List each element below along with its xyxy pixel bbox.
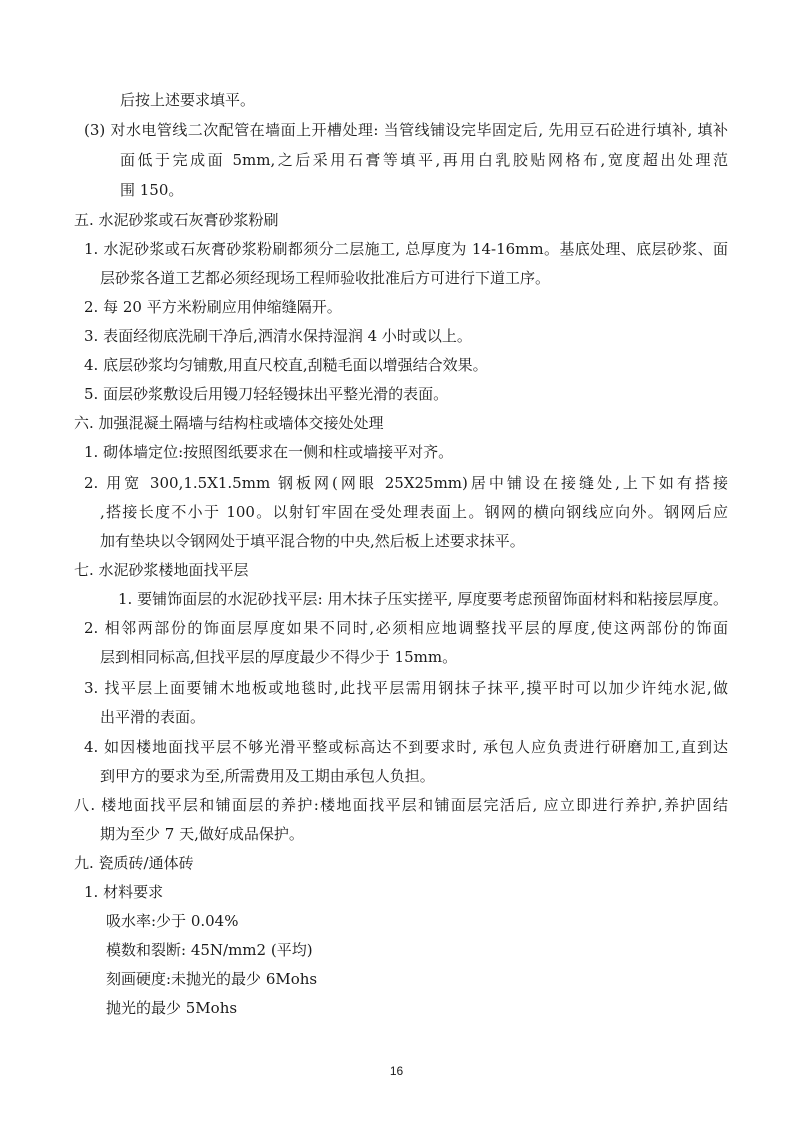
text-line: 1. 材料要求: [84, 883, 164, 901]
text-line: 1. 砌体墙定位:按照图纸要求在一侧和柱或墙接平对齐。: [84, 443, 454, 461]
text-line: 层砂浆各道工艺都必须经现场工程师验收批准后方可进行下道工序。: [100, 269, 551, 287]
text-line: 到甲方的要求为至,所需费用及工期由承包人负担。: [100, 767, 435, 785]
text-line: 面低于完成面 5mm,之后采用石膏等填平,再用白乳胶贴网格布,宽度超出处理范: [120, 151, 728, 169]
text-line: 层到相同标高,但找平层的厚度最少不得少于 15mm。: [100, 648, 458, 666]
text-line: 围 150。: [120, 181, 184, 199]
text-line: ,搭接长度不小于 100。以射钉牢固在受处理表面上。钢网的横向钢线应向外。钢网后应: [100, 503, 728, 521]
text-line: 加有垫块以令钢网处于填平混合物的中央,然后板上述要求抹平。: [100, 532, 525, 550]
text-line: 抛光的最少 5Mohs: [106, 999, 238, 1017]
text-line: 2. 每 20 平方米粉刷应用伸缩缝隔开。: [84, 298, 342, 316]
text-line: 1. 要铺饰面层的水泥砂找平层: 用木抹子压实搓平, 厚度要考虑预留饰面材料和粘接层厚度。: [118, 590, 728, 608]
section-heading: 七. 水泥砂浆楼地面找平层: [74, 561, 249, 579]
text-line: 模数和裂断: 45N/mm2 (平均): [106, 941, 313, 959]
text-line: 吸水率:少于 0.04%: [106, 912, 239, 930]
section-heading: 五. 水泥砂浆或石灰膏砂浆粉刷: [74, 211, 279, 229]
text-line: 2. 用宽 300,1.5X1.5mm 钢板网(网眼 25X25mm)居中铺设在接缝处,上下如有搭接: [84, 474, 728, 492]
text-line: 后按上述要求填平。: [120, 91, 256, 109]
text-line: 3. 表面经彻底洗刷干净后,洒清水保持湿润 4 小时或以上。: [84, 327, 472, 345]
section-heading: 八. 楼地面找平层和铺面层的养护:楼地面找平层和铺面层完活后, 应立即进行养护,养护固结: [74, 796, 728, 814]
text-line: 出平滑的表面。: [100, 708, 206, 726]
text-line: 4. 底层砂浆均匀铺敷,用直尺校直,刮糙毛面以增强结合效果。: [84, 356, 488, 374]
page-number: 16: [389, 1064, 404, 1078]
text-line: 3. 找平层上面要铺木地板或地毯时,此找平层需用钢抹子抹平,摸平时可以加少许纯水泥,做: [84, 679, 728, 697]
text-line: (3) 对水电管线二次配管在墙面上开槽处理: 当管线铺设完毕固定后, 先用豆石砼进行填补, 填补: [84, 121, 728, 139]
text-line: 2. 相邻两部份的饰面层厚度如果不同时,必须相应地调整找平层的厚度,使这两部份的饰面: [84, 619, 728, 637]
text-line: 1. 水泥砂浆或石灰膏砂浆粉刷都须分二层施工, 总厚度为 14-16mm。基底处理、底层砂浆、面: [84, 240, 728, 258]
text-line: 5. 面层砂浆敷设后用镘刀轻轻镘抹出平整光滑的表面。: [84, 385, 449, 403]
text-line: 刻画硬度:未抛光的最少 6Mohs: [106, 970, 318, 988]
text-line: 4. 如因楼地面找平层不够光滑平整或标高达不到要求时, 承包人应负责进行研磨加工,直到达: [84, 738, 728, 756]
text-line: 期为至少 7 天,做好成品保护。: [100, 825, 304, 843]
section-heading: 六. 加强混凝土隔墙与结构柱或墙体交接处处理: [74, 414, 384, 432]
section-heading: 九. 瓷质砖/通体砖: [74, 854, 194, 872]
